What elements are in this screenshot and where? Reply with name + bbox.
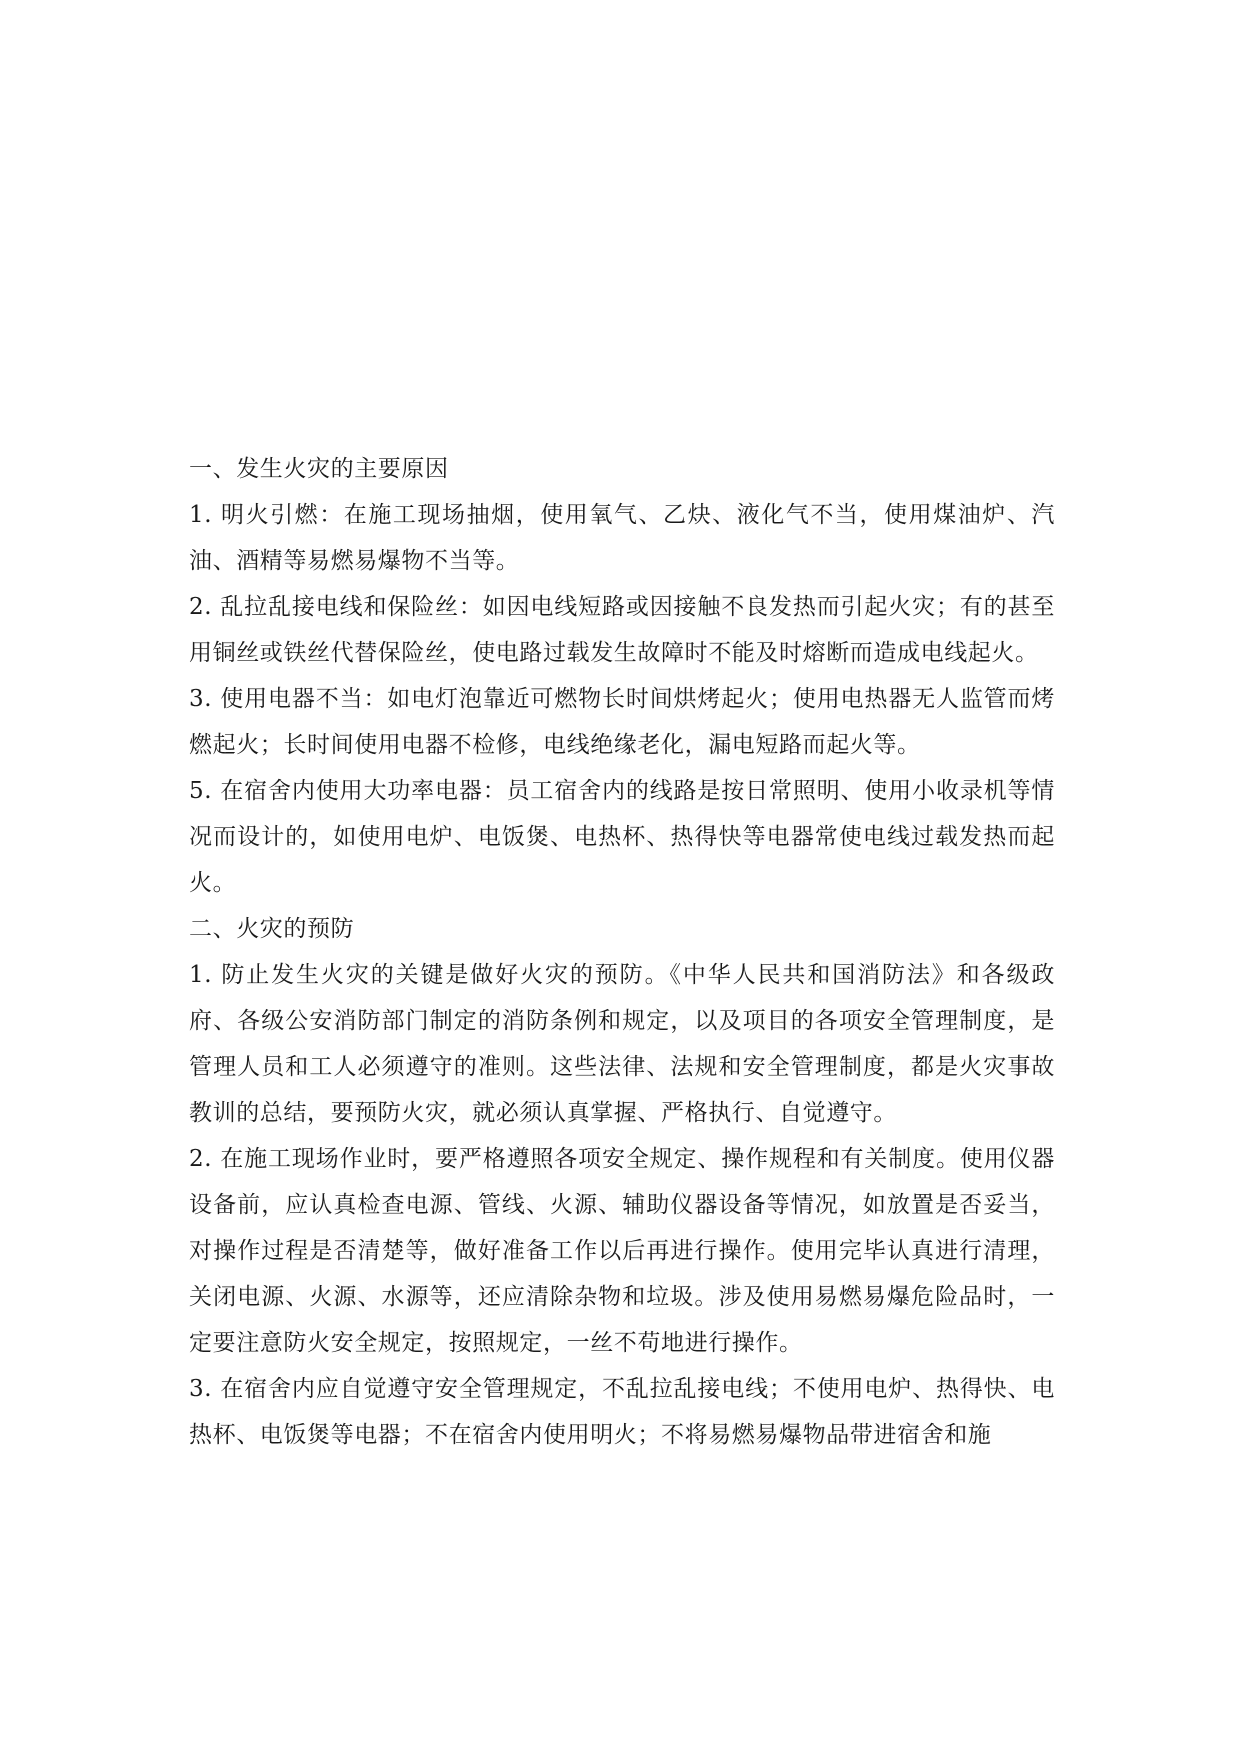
document-body	[189, 446, 1055, 1458]
paragraph-prevention-key: 1. 防止发生火灾的关键是做好火灾的预防。《中华人民共和国消防法》和各级政府、各级公安消防部门制定的消防条例和规定，以及项目的各项安全管理制度，是管理人员和工人必须遵守的准则。这些法律、法规和安全管理制度，都是火灾事故教训的总结，要预防火灾，就必须认真掌握、严格执行、自觉遵守。	[189, 962, 1055, 1126]
paragraph-open-flame: 1. 明火引燃：在施工现场抽烟，使用氧气、乙炔、液化气不当，使用煤油炉、汽油、酒精等易燃易爆物不当等。	[189, 502, 1055, 574]
section-heading-fire-prevention: 二、火灾的预防	[189, 916, 355, 942]
paragraph-site-operations: 2. 在施工现场作业时，要严格遵照各项安全规定、操作规程和有关制度。使用仪器设备前，应认真检查电源、管线、火源、辅助仪器设备等情况，如放置是否妥当，对操作过程是否清楚等，做好准备工作以后再进行操作。使用完毕认真进行清理，关闭电源、火源、水源等，还应清除杂物和垃圾。涉及使用易燃易爆危险品时，一定要注意防火安全规定，按照规定，一丝不苟地进行操作。	[189, 1146, 1055, 1356]
section-heading-fire-causes: 一、发生火灾的主要原因	[189, 456, 449, 482]
paragraph-wiring-fuses: 2. 乱拉乱接电线和保险丝：如因电线短路或因接触不良发热而引起火灾；有的甚至用铜丝或铁丝代替保险丝，使电路过载发生故障时不能及时熔断而造成电线起火。	[189, 594, 1055, 666]
paragraph-high-power-appliances: 5. 在宿舍内使用大功率电器：员工宿舍内的线路是按日常照明、使用小收录机等情况而设计的，如使用电炉、电饭煲、电热杯、热得快等电器常使电线过载发热而起火。	[189, 778, 1055, 896]
paragraph-electrical-misuse: 3. 使用电器不当：如电灯泡靠近可燃物长时间烘烤起火；使用电热器无人监管而烤燃起火；长时间使用电器不检修，电线绝缘老化，漏电短路而起火等。	[189, 686, 1055, 758]
paragraph-dormitory-rules: 3. 在宿舍内应自觉遵守安全管理规定，不乱拉乱接电线；不使用电炉、热得快、电热杯、电饭煲等电器；不在宿舍内使用明火；不将易燃易爆物品带进宿舍和施	[189, 1376, 1055, 1448]
